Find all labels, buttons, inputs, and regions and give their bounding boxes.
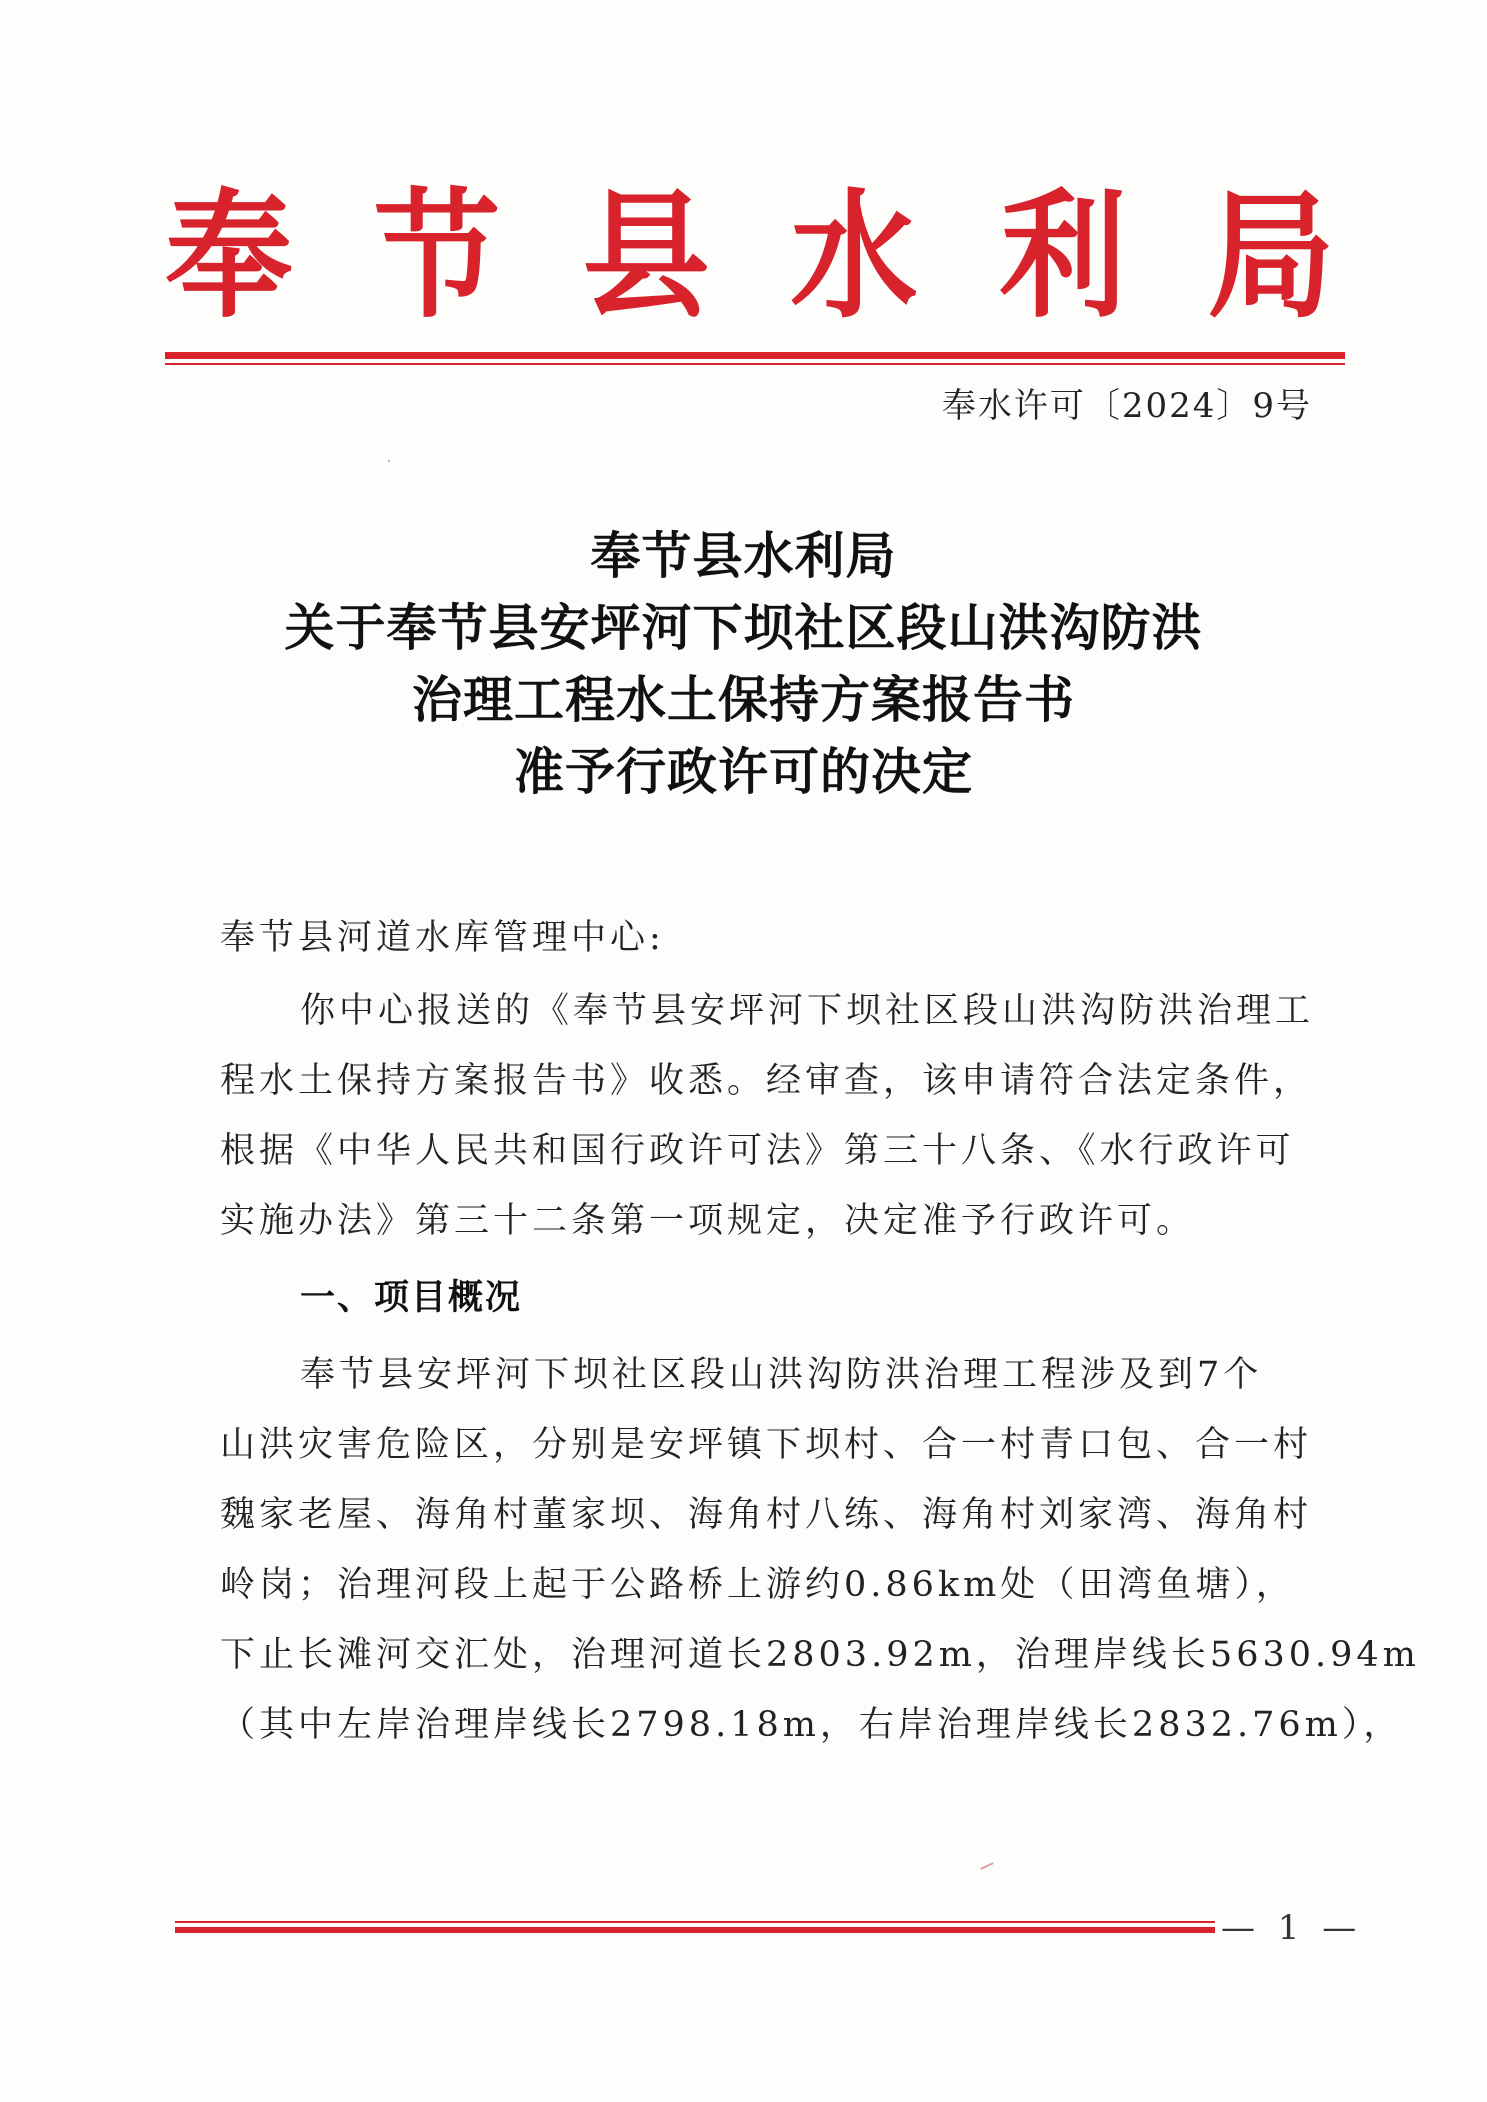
masthead-char: 利 <box>999 176 1127 337</box>
masthead-red-rule <box>165 352 1345 365</box>
red-rule-thin <box>175 1921 1355 1923</box>
paragraph-line: 实施办法》第三十二条第一项规定，决定准予行政许可。 <box>220 1201 1196 1241</box>
masthead-char: 节 <box>373 176 501 337</box>
document-title <box>0 520 1487 808</box>
paragraph-line: 根据《中华人民共和国行政许可法》第三十八条、《水行政许可 <box>220 1131 1295 1171</box>
scan-speck <box>980 1862 994 1870</box>
paragraph-line: 你中心报送的《奉节县安坪河下坝社区段山洪沟防洪治理工 <box>300 991 1315 1031</box>
masthead-char: 局 <box>1207 176 1335 337</box>
title-line: 奉节县水利局 <box>590 526 897 585</box>
paragraph-project-overview <box>220 1340 1420 1760</box>
masthead-title <box>160 176 1340 337</box>
masthead-char: 县 <box>582 176 710 337</box>
addressee: 奉节县河道水库管理中心: <box>220 918 665 958</box>
footer-red-rule <box>175 1921 1355 1933</box>
paragraph-line: 下止长滩河交汇处，治理河道长2803.92m，治理岸线长5630.94m <box>220 1635 1420 1675</box>
paragraph-line: 程水土保持方案报告书》收悉。经审查，该申请符合法定条件， <box>220 1061 1313 1101</box>
paragraph-line: 岭岗；治理河段上起于公路桥上游约0.86km处（田湾鱼塘）， <box>220 1565 1295 1605</box>
paragraph-line: 魏家老屋、海角村董家坝、海角村八练、海角村刘家湾、海角村 <box>220 1495 1313 1535</box>
title-line: 准予行政许可的决定 <box>514 742 973 801</box>
title-line: 治理工程水土保持方案报告书 <box>412 670 1075 729</box>
red-rule-thin <box>165 363 1345 365</box>
masthead-char: 奉 <box>165 176 293 337</box>
masthead-char: 水 <box>790 176 918 337</box>
section-heading-project-overview: 一、项目概况 <box>300 1278 523 1318</box>
paragraph-line: 奉节县安坪河下坝社区段山洪沟防洪治理工程涉及到7个 <box>300 1355 1263 1395</box>
document-number: 奉水许可〔2024〕9号 <box>941 386 1312 426</box>
title-line: 关于奉节县安坪河下坝社区段山洪沟防洪 <box>284 598 1203 657</box>
red-rule-thick <box>175 1927 1355 1933</box>
scan-speck <box>388 460 390 462</box>
page-number: — 1 — <box>1215 1908 1368 1948</box>
red-rule-thick <box>165 352 1345 359</box>
paragraph-line: （其中左岸治理岸线长2798.18m，右岸治理岸线长2832.76m）， <box>220 1705 1403 1745</box>
paragraph-approval <box>220 976 1320 1256</box>
paragraph-line: 山洪灾害危险区，分别是安坪镇下坝村、合一村青口包、合一村 <box>220 1425 1313 1465</box>
